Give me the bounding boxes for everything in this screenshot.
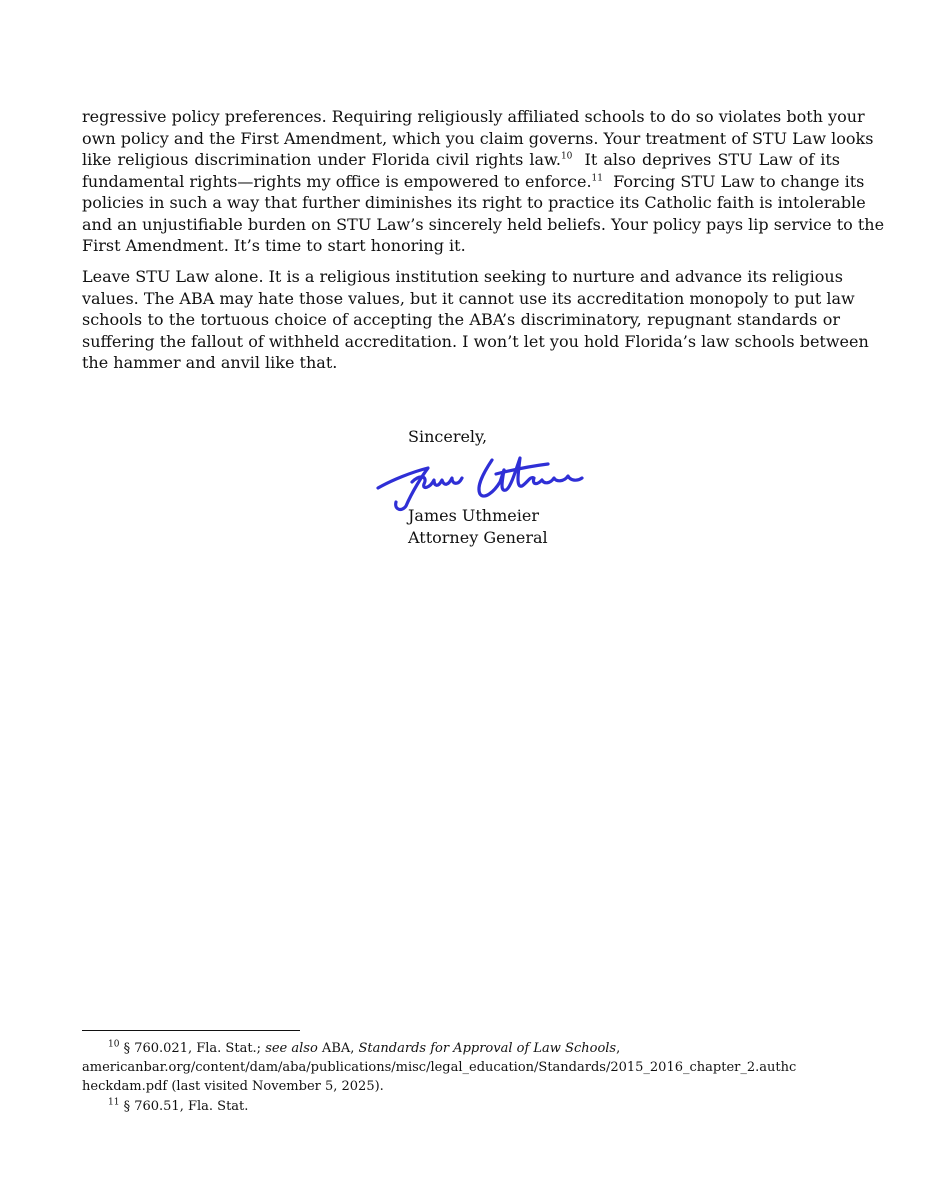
paragraph-line: suffering the fallout of withheld accreditation. I won’t let you hold Florida’s law schools between	[82, 331, 869, 351]
line-text: like religious discrimination under Florida civil rights law.	[82, 150, 561, 169]
footnote-text: § 760.51, Fla. Stat.	[119, 1099, 249, 1114]
footnote-number: 10	[108, 1039, 120, 1050]
footnote-text: ABA,	[317, 1041, 359, 1056]
paragraph-line: First Amendment. It’s time to start honoring it.	[82, 236, 466, 255]
footnote-10	[82, 1039, 842, 1096]
paragraph-line: policies in such a way that further diminishes its right to practice its Catholic faith is intolerable	[82, 193, 866, 212]
footnote-divider	[82, 1030, 300, 1031]
footnote-text: ,	[616, 1041, 621, 1056]
footnote-source-title: Standards for Approval of Law Schools	[358, 1041, 617, 1056]
paragraph-line	[82, 149, 840, 171]
footnote-signal: see also	[265, 1041, 318, 1056]
footnote-line	[82, 1039, 842, 1058]
footnote-number: 11	[108, 1097, 120, 1108]
signature-stroke	[479, 460, 504, 496]
paragraph-line: the hammer and anvil like that.	[82, 353, 338, 372]
footnote-url[interactable]: americanbar.org/content/dam/aba/publications/misc/legal_education/Standards/2015_2016_chapter_2.authc	[82, 1060, 797, 1075]
closing-salutation: Sincerely,	[408, 427, 488, 446]
signer-title: Attorney General	[408, 528, 548, 547]
line-text: Forcing STU Law to change its	[602, 171, 865, 191]
signer-name: James Uthmeier	[408, 506, 539, 525]
paragraph-line: Leave STU Law alone. It is a religious institution seeking to nurture and advance its religious	[82, 267, 843, 286]
line-text: It also deprives STU Law of its	[572, 150, 840, 169]
footnote-ref-11[interactable]: 11	[591, 173, 603, 184]
signature-stroke	[502, 458, 582, 490]
paragraph-line: own policy and the First Amendment, which you claim governs. Your treatment of STU Law looks	[82, 128, 874, 148]
footnote-url[interactable]: heckdam.pdf (last visited November 5, 2025).	[82, 1079, 384, 1094]
footnote-text: § 760.021, Fla. Stat.;	[119, 1041, 266, 1056]
paragraph-line: and an unjustifiable burden on STU Law’s sincerely held beliefs. Your policy pays lip service to the	[82, 214, 885, 234]
footnote-11	[82, 1097, 842, 1116]
footnote-line	[82, 1097, 842, 1116]
paragraph-line: values. The ABA may hate those values, but it cannot use its accreditation monopoly to put law	[82, 288, 855, 308]
signature-stroke	[378, 468, 428, 509]
line-text: fundamental rights—rights my office is empowered to enforce.	[82, 171, 592, 191]
paragraph-line	[82, 171, 865, 193]
footnote-ref-10[interactable]: 10	[560, 151, 573, 162]
paragraph-line: regressive policy preferences. Requiring religiously affiliated schools to do so violates both your	[82, 107, 865, 126]
body-paragraph-1	[82, 106, 885, 257]
paragraph-line: schools to the tortuous choice of accepting the ABA’s discriminatory, repugnant standards or	[82, 310, 840, 329]
body-paragraph-2	[82, 266, 869, 374]
